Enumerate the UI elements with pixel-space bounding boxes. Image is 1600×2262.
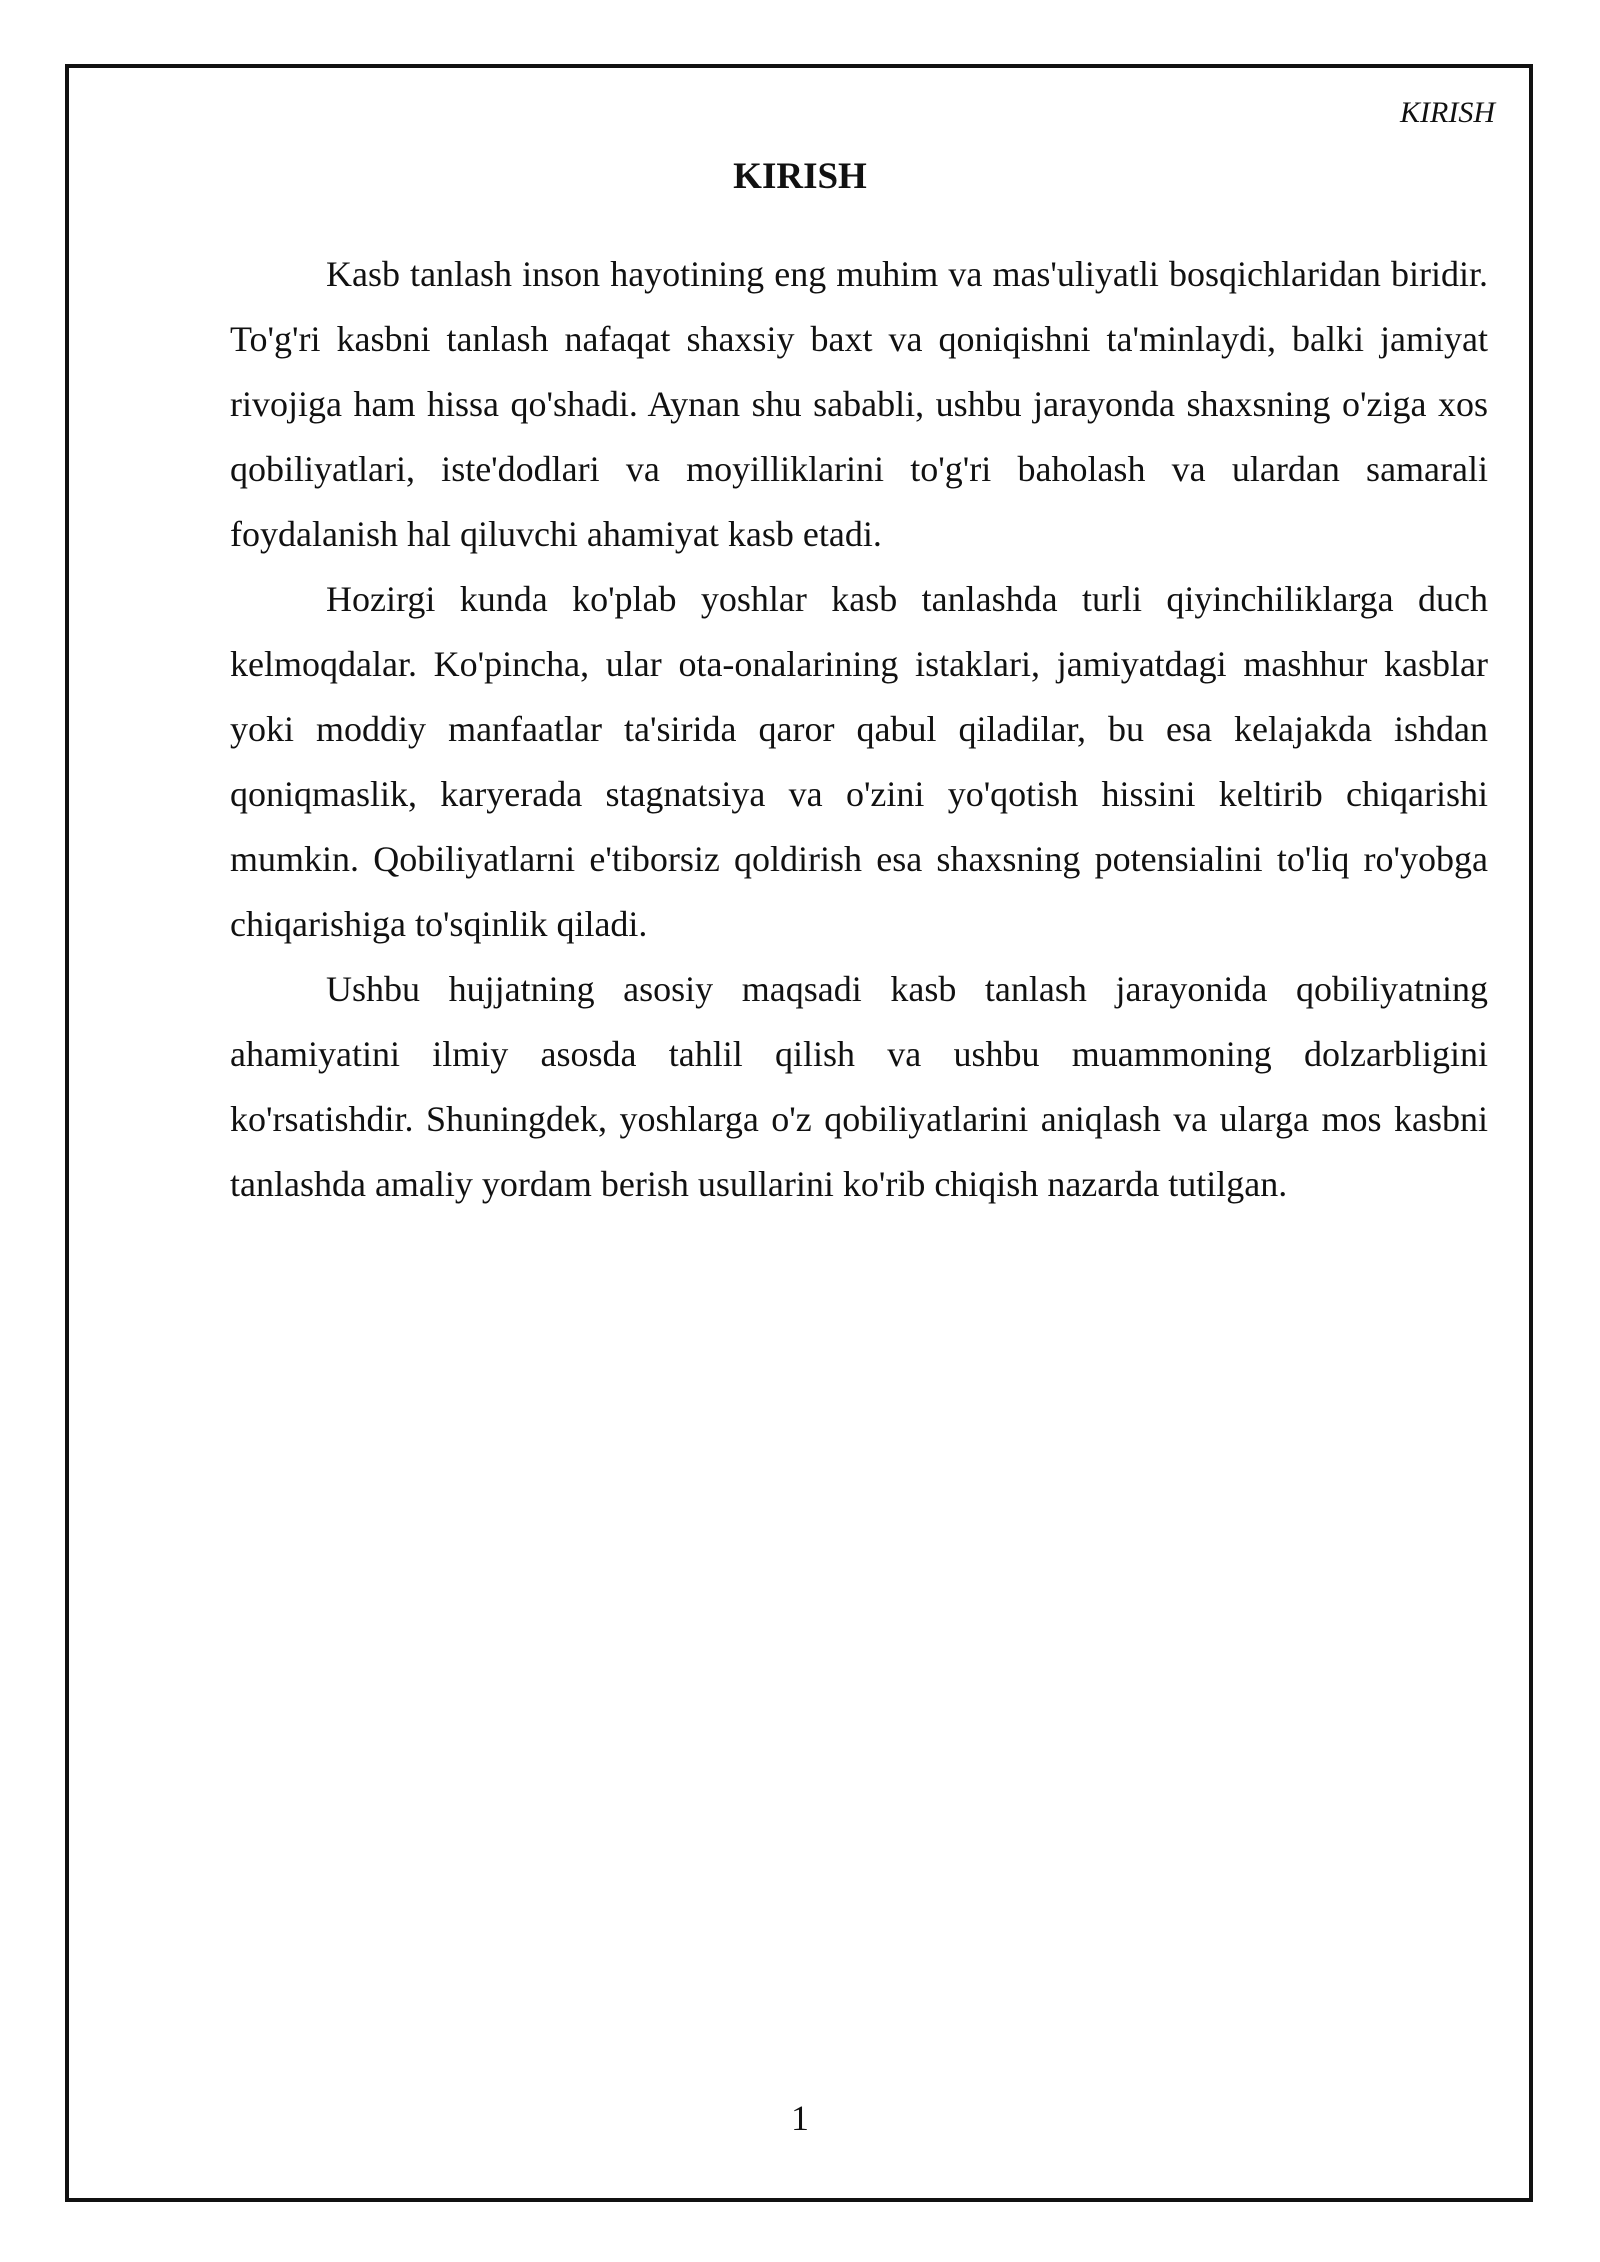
- paragraph: Kasb tanlash inson hayotining eng muhim va mas'uliyatli bosqichlaridan biridir. To'g'ri kasbni tanlash nafaqat shaxsiy baxt va qoniqishni ta'minlaydi, balki jamiyat rivojiga ham hissa qo'shadi. Aynan shu sababli, ushbu jarayonda shaxsning o'ziga xos qobiliyatlari, iste'dodlari va moyilliklarini to'g'ri baholash va ulardan samarali foydalanish hal qiluvchi ahamiyat kasb etadi.: [230, 254, 1488, 554]
- running-header: KIRISH: [1400, 96, 1495, 129]
- paragraph: Hozirgi kunda ko'plab yoshlar kasb tanlashda turli qiyinchiliklarga duch kelmoqdalar. Ko'pincha, ular ota-onalarining istaklari, jamiyatdagi mashhur kasblar yoki moddiy manfaatlar ta'sirida qaror qabul qiladilar, bu esa kelajakda ishdan qoniqmaslik, karyerada stagnatsiya va o'zini yo'qotish hissini keltirib chiqarishi mumkin. Qobiliyatlarni e'tiborsiz qoldirish esa shaxsning potensialini to'liq ro'yobga chiqarishiga to'sqinlik qiladi.: [230, 579, 1488, 944]
- section-body: [230, 242, 1488, 1217]
- section-title: KIRISH: [733, 156, 867, 197]
- page-number: 1: [791, 2098, 809, 2138]
- paragraph: Ushbu hujjatning asosiy maqsadi kasb tanlash jarayonida qobiliyatning ahamiyatini ilmiy asosda tahlil qilish va ushbu muammoning dolzarbligini ko'rsatishdir. Shuningdek, yoshlarga o'z qobiliyatlarini aniqlash va ularga mos kasbni tanlashda amaliy yordam berish usullarini ko'rib chiqish nazarda tutilgan.: [230, 969, 1488, 1204]
